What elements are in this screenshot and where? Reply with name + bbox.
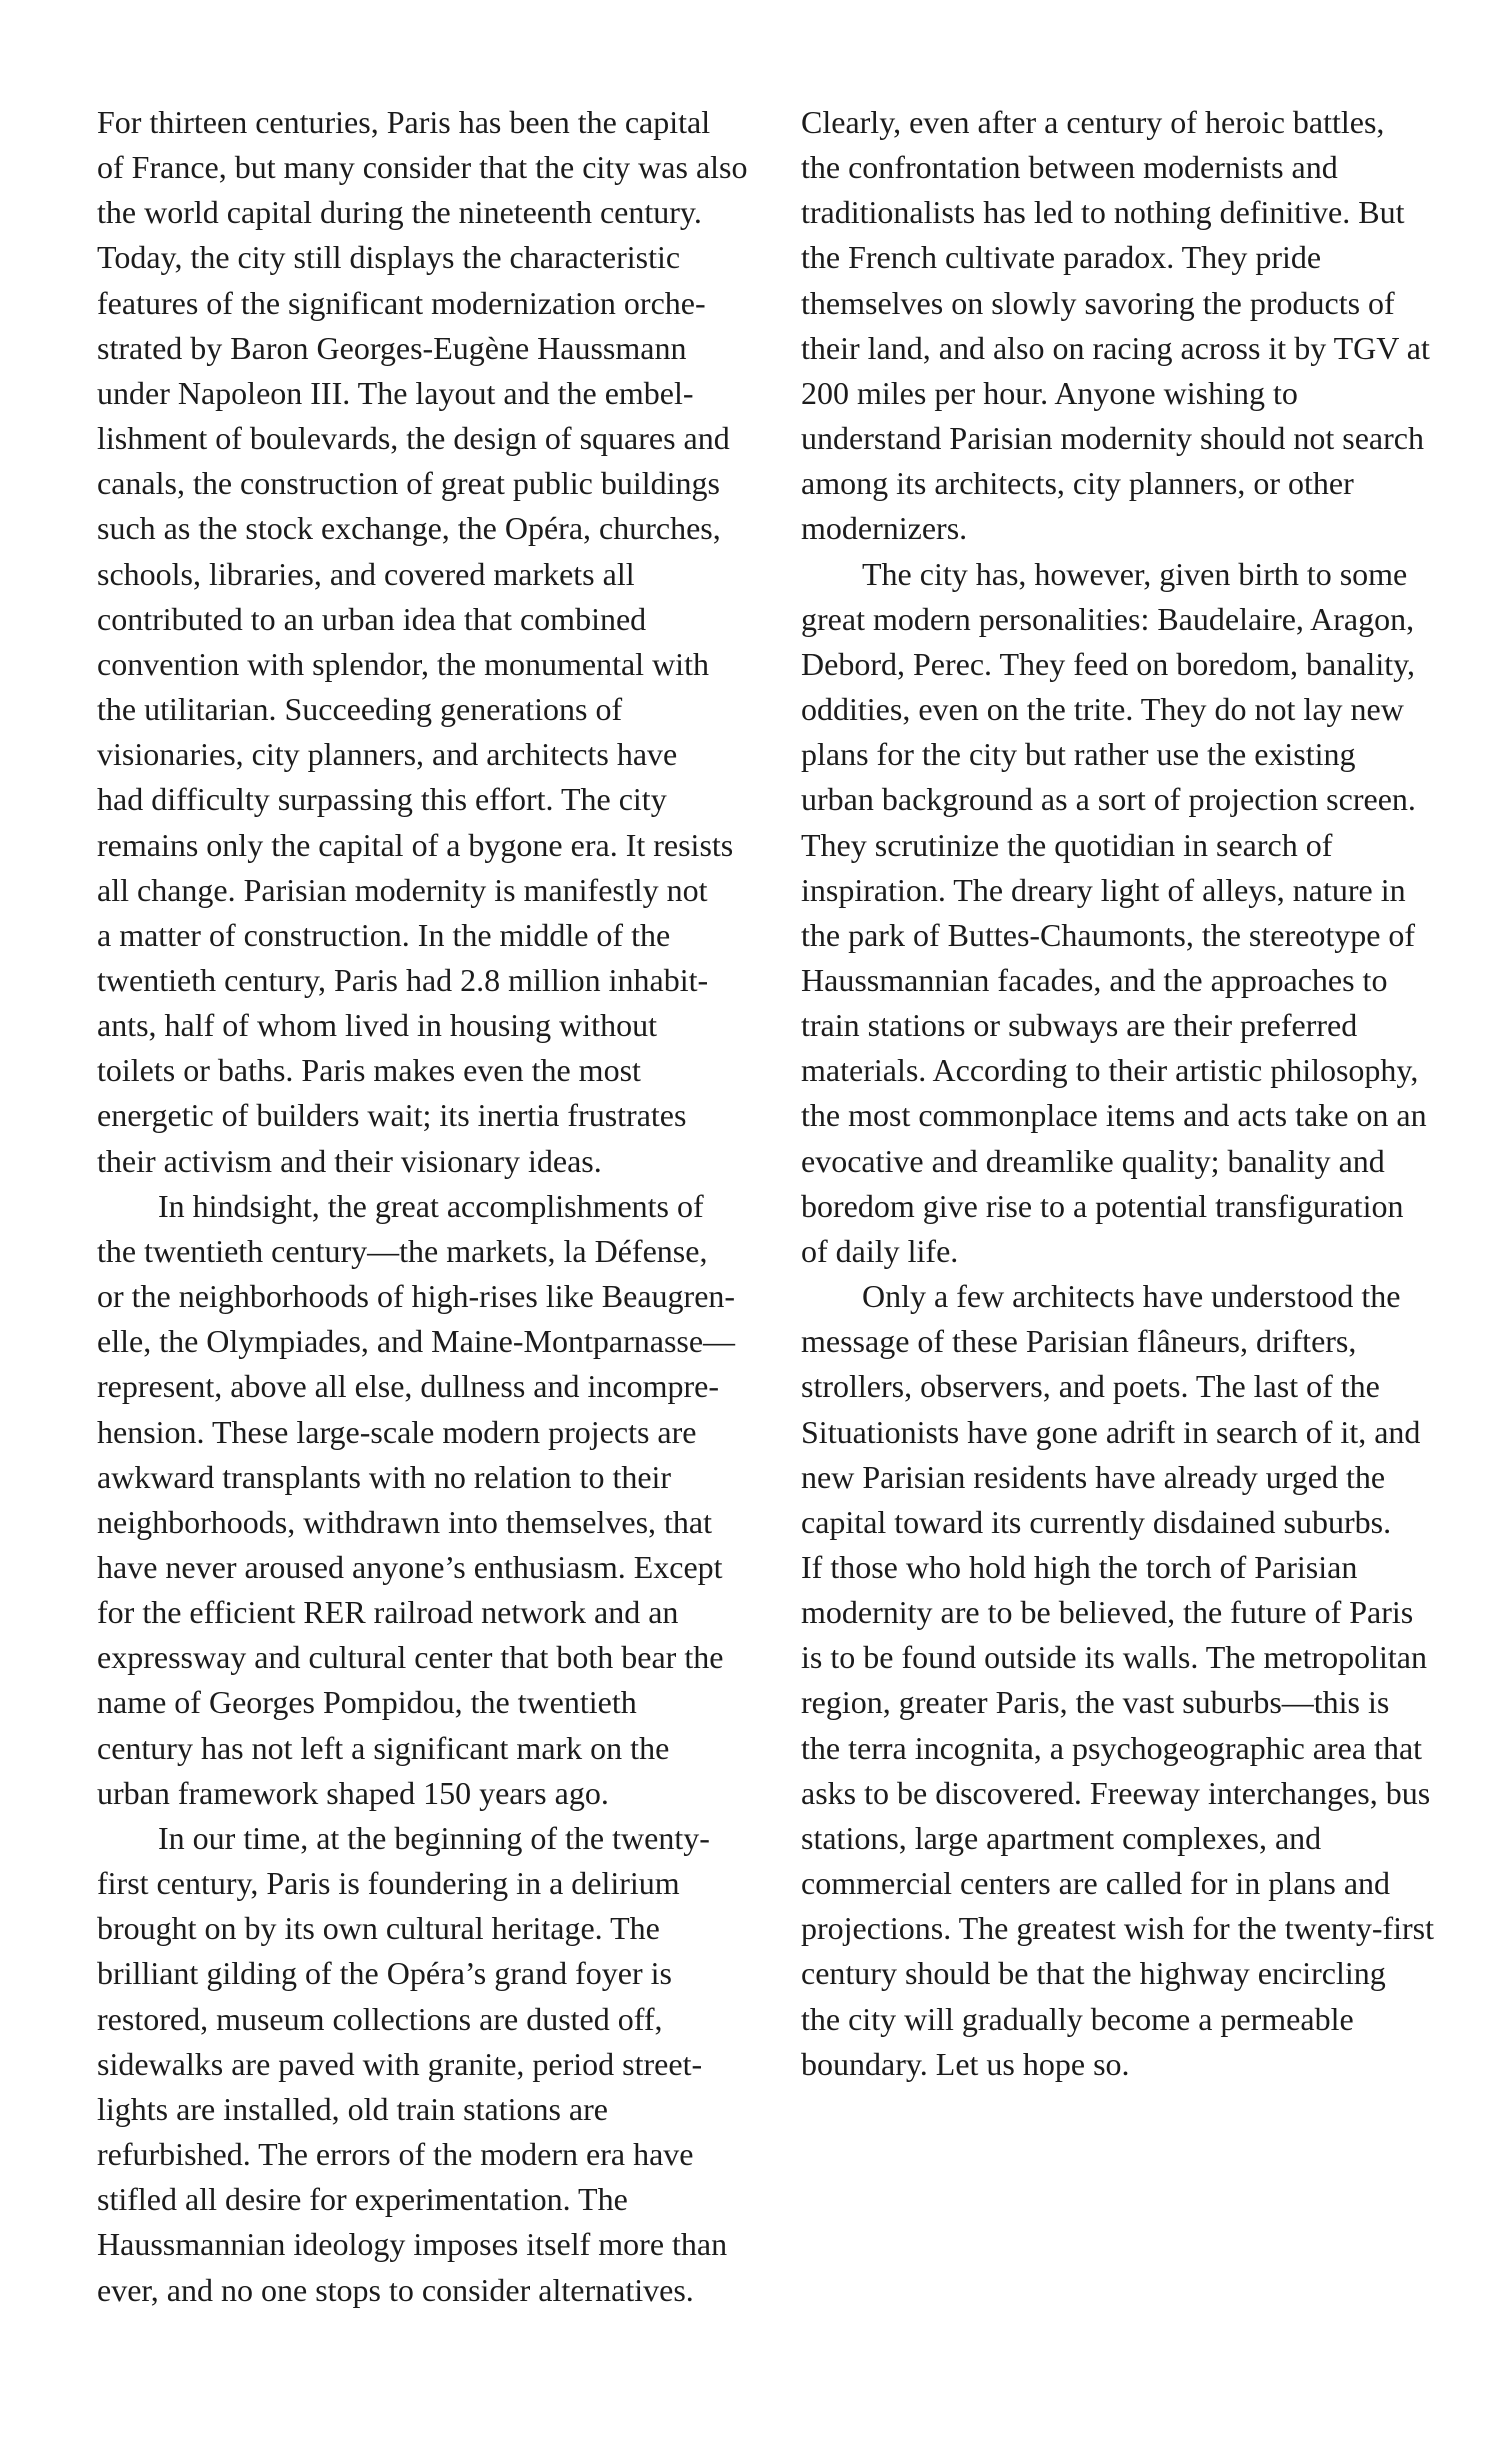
text-line: visionaries, city planners, and architects have — [97, 736, 678, 773]
text-line: century should be that the highway encircling — [801, 1955, 1386, 1992]
text-line: modernity are to be believed, the future of Paris — [801, 1594, 1414, 1631]
paragraph — [97, 1816, 767, 2313]
text-line: great modern personalities: Baudelaire, Aragon, — [801, 600, 1415, 637]
text-line: asks to be discovered. Freeway interchanges, bus — [801, 1774, 1431, 1811]
text-line: features of the significant modernization orche- — [97, 284, 706, 321]
text-line: In our time, at the beginning of the twenty- — [158, 1819, 710, 1856]
text-line: new Parisian residents have already urged the — [801, 1458, 1386, 1495]
text-line: Only a few architects have understood the — [862, 1278, 1401, 1315]
text-line: region, greater Paris, the vast suburbs—this is — [801, 1684, 1390, 1721]
text-line: century has not left a significant mark on the — [97, 1729, 670, 1766]
text-line: refurbished. The errors of the modern era have — [97, 2136, 694, 2173]
text-line: contributed to an urban idea that combined — [97, 600, 647, 637]
text-line: under Napoleon III. The layout and the embel- — [97, 374, 694, 411]
text-line: stifled all desire for experimentation. The — [97, 2181, 628, 2218]
paragraph — [801, 1274, 1471, 2087]
text-line: They scrutinize the quotidian in search of — [801, 826, 1333, 863]
text-line: the twentieth century—the markets, la Défense, — [97, 1232, 708, 1269]
text-line: the utilitarian. Succeeding generations of — [97, 691, 623, 728]
text-line: ants, half of whom lived in housing without — [97, 1007, 657, 1044]
text-line: the park of Buttes-Chaumonts, the stereotype of — [801, 916, 1416, 953]
text-line: capital toward its currently disdained suburbs. — [801, 1503, 1392, 1540]
text-line: inspiration. The dreary light of alleys, nature in — [801, 871, 1406, 908]
text-line: brought on by its own cultural heritage. The — [97, 1910, 660, 1947]
text-line: lights are installed, old train stations are — [97, 2090, 608, 2127]
text-line: urban framework shaped 150 years ago. — [97, 1774, 609, 1811]
text-line: oddities, even on the trite. They do not lay new — [801, 691, 1404, 728]
paragraph — [97, 1184, 767, 1816]
paragraph — [801, 100, 1471, 552]
text-line: train stations or subways are their preferred — [801, 1007, 1358, 1044]
text-line: toilets or baths. Paris makes even the most — [97, 1052, 641, 1089]
text-line: expressway and cultural center that both bear the — [97, 1639, 724, 1676]
text-line: projections. The greatest wish for the twenty-first — [801, 1910, 1435, 1947]
text-line: ever, and no one stops to consider alternatives. — [97, 2271, 694, 2308]
text-line: 200 miles per hour. Anyone wishing to — [801, 374, 1298, 411]
text-line: themselves on slowly savoring the products of — [801, 284, 1395, 321]
text-line: traditionalists has led to nothing definitive. But — [801, 194, 1405, 231]
text-line: their activism and their visionary ideas. — [97, 1142, 602, 1179]
text-line: awkward transplants with no relation to their — [97, 1458, 672, 1495]
text-line: modernizers. — [801, 510, 968, 547]
text-line: Haussmannian facades, and the approaches to — [801, 961, 1388, 998]
text-line: elle, the Olympiades, and Maine-Montparnasse— — [97, 1323, 736, 1360]
text-line: a matter of construction. In the middle of the — [97, 916, 671, 953]
text-line: plans for the city but rather use the existing — [801, 736, 1356, 773]
text-line: among its architects, city planners, or other — [801, 465, 1354, 502]
text-line: name of Georges Pompidou, the twentieth — [97, 1684, 637, 1721]
text-line: of daily life. — [801, 1232, 959, 1269]
text-line: strollers, observers, and poets. The last of the — [801, 1368, 1380, 1405]
text-line: message of these Parisian flâneurs, drifters, — [801, 1323, 1357, 1360]
text-line: the most commonplace items and acts take on an — [801, 1097, 1427, 1134]
left-column — [97, 100, 767, 2313]
text-line: the terra incognita, a psychogeographic area that — [801, 1729, 1423, 1766]
text-line: the world capital during the nineteenth century. — [97, 194, 702, 231]
text-line: twentieth century, Paris had 2.8 million inhabit- — [97, 961, 709, 998]
text-line: urban background as a sort of projection screen. — [801, 781, 1416, 818]
text-line: boundary. Let us hope so. — [801, 2045, 1130, 2082]
text-line: Debord, Perec. They feed on boredom, banality, — [801, 645, 1416, 682]
text-line: restored, museum collections are dusted off, — [97, 2000, 663, 2037]
text-line: neighborhoods, withdrawn into themselves, that — [97, 1503, 713, 1540]
text-line: evocative and dreamlike quality; banality and — [801, 1142, 1385, 1179]
text-line: all change. Parisian modernity is manifestly not — [97, 871, 708, 908]
text-line: their land, and also on racing across it by TGV at — [801, 329, 1430, 366]
text-line: stations, large apartment complexes, and — [801, 1819, 1322, 1856]
text-line: The city has, however, given birth to some — [862, 555, 1408, 592]
text-line: the city will gradually become a permeable — [801, 2000, 1354, 2037]
text-line: convention with splendor, the monumental with — [97, 645, 709, 682]
text-line: such as the stock exchange, the Opéra, churches, — [97, 510, 721, 547]
text-line: Haussmannian ideology imposes itself more than — [97, 2226, 728, 2263]
text-line: understand Parisian modernity should not search — [801, 420, 1424, 457]
text-line: for the efficient RER railroad network and an — [97, 1594, 679, 1631]
text-line: hension. These large-scale modern projects are — [97, 1413, 697, 1450]
text-line: In hindsight, the great accomplishments of — [158, 1187, 704, 1224]
text-line: If those who hold high the torch of Parisian — [801, 1549, 1358, 1585]
text-line: remains only the capital of a bygone era. It resists — [97, 826, 734, 863]
text-line: represent, above all else, dullness and incompre- — [97, 1368, 719, 1405]
text-line: of France, but many consider that the city was also — [97, 149, 748, 186]
text-line: Clearly, even after a century of heroic battles, — [801, 104, 1385, 140]
text-line: the French cultivate paradox. They pride — [801, 239, 1322, 276]
text-line: first century, Paris is foundering in a delirium — [97, 1865, 680, 1902]
text-line: the confrontation between modernists and — [801, 149, 1338, 186]
text-line: schools, libraries, and covered markets all — [97, 555, 635, 592]
text-line: Situationists have gone adrift in search of it, and — [801, 1413, 1421, 1450]
paragraph — [97, 100, 767, 1184]
text-line: strated by Baron Georges-Eugène Haussmann — [97, 329, 687, 366]
text-line: have never aroused anyone’s enthusiasm. Except — [97, 1549, 723, 1585]
text-line: energetic of builders wait; its inertia frustrates — [97, 1097, 687, 1134]
text-line: For thirteen centuries, Paris has been the capital — [97, 104, 711, 140]
text-line: or the neighborhoods of high-rises like Beaugren- — [97, 1278, 736, 1315]
text-line: canals, the construction of great public buildings — [97, 465, 720, 502]
text-line: boredom give rise to a potential transfiguration — [801, 1187, 1404, 1224]
text-line: had difficulty surpassing this effort. The city — [97, 781, 667, 818]
right-column — [801, 100, 1471, 2087]
text-line: Today, the city still displays the characteristic — [97, 239, 681, 276]
text-line: brilliant gilding of the Opéra’s grand foyer is — [97, 1955, 672, 1992]
text-line: lishment of boulevards, the design of squares and — [97, 420, 730, 457]
text-line: materials. According to their artistic philosophy, — [801, 1052, 1419, 1089]
paragraph — [801, 552, 1471, 1275]
text-line: commercial centers are called for in plans and — [801, 1865, 1391, 1902]
text-line: is to be found outside its walls. The metropolitan — [801, 1639, 1427, 1676]
text-line: sidewalks are paved with granite, period street- — [97, 2045, 703, 2082]
